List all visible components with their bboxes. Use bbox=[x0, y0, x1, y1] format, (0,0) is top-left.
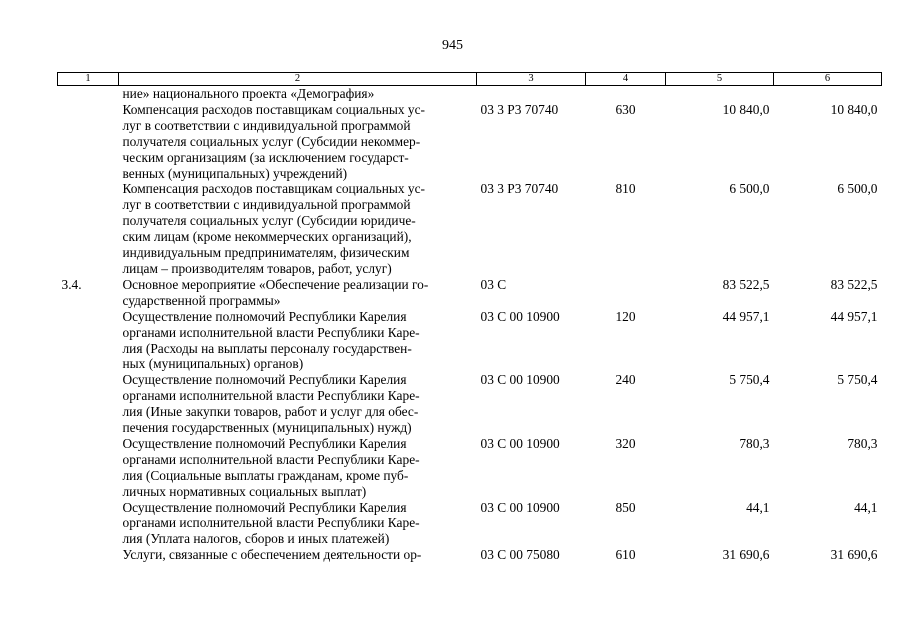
page-number: 945 bbox=[442, 38, 463, 53]
table-row bbox=[58, 309, 882, 373]
table-row bbox=[58, 102, 882, 182]
row-code: 03 3 P3 70740 bbox=[480, 181, 559, 197]
row-amount-col5: 6 500,0 bbox=[729, 181, 770, 197]
row-expense-type: 610 bbox=[615, 547, 636, 563]
table-row bbox=[58, 547, 882, 563]
row-amount-col6: 10 840,0 bbox=[830, 101, 878, 117]
budget-table bbox=[57, 72, 882, 563]
header-col-1: 1 bbox=[58, 73, 119, 86]
row-expense-type: 320 bbox=[615, 435, 636, 451]
row-description: Компенсация расходов поставщикам социальных ус- луг в соответствии с индивидуальной программой получателя социальных услуг (Субсидии юридиче- ским лицам (кроме некоммерческих организаций), индивидуальным предпринимателям, физическим лицам – производителям товаров, работ, услуг) bbox=[122, 181, 426, 276]
row-amount-col6: 83 522,5 bbox=[830, 276, 878, 292]
row-number bbox=[58, 86, 119, 102]
row-number bbox=[58, 309, 119, 373]
row-number: 3.4. bbox=[61, 276, 82, 292]
row-code: 03 С 00 10900 bbox=[480, 308, 560, 324]
row-amount-col6: 6 500,0 bbox=[837, 181, 878, 197]
row-description: Осуществление полномочий Республики Карелия органами исполнительной власти Республики Каре- лия (Иные закупки товаров, работ и услуг для обес- печения государственных (муниципальных) нужд) bbox=[122, 372, 420, 436]
row-expense-type bbox=[586, 86, 666, 102]
table-row bbox=[58, 86, 882, 102]
header-col-5: 5 bbox=[666, 73, 774, 86]
row-code: 03 С 00 75080 bbox=[480, 547, 560, 563]
row-description: ние» национального проекта «Демография» bbox=[122, 86, 375, 101]
header-col-2: 2 bbox=[119, 73, 477, 86]
row-amount-col5 bbox=[666, 86, 774, 102]
row-code: 03 3 P3 70740 bbox=[480, 101, 559, 117]
row-description: Основное мероприятие «Обеспечение реализации го- сударственной программы» bbox=[122, 276, 429, 308]
row-expense-type: 810 bbox=[615, 181, 636, 197]
table-row bbox=[58, 181, 882, 276]
row-number bbox=[58, 181, 119, 276]
row-amount-col6: 31 690,6 bbox=[830, 547, 878, 563]
row-expense-type bbox=[586, 277, 666, 309]
table-row bbox=[58, 500, 882, 548]
row-amount-col5: 5 750,4 bbox=[729, 372, 770, 388]
row-number bbox=[58, 436, 119, 500]
row-description: Осуществление полномочий Республики Карелия органами исполнительной власти Республики Каре- лия (Социальные выплаты гражданам, кроме пуб- личных нормативных социальных выплат) bbox=[122, 435, 420, 499]
row-amount-col5: 83 522,5 bbox=[722, 276, 770, 292]
row-code: 03 С 00 10900 bbox=[480, 499, 560, 515]
header-col-4: 4 bbox=[586, 73, 666, 86]
row-code: 03 С 00 10900 bbox=[480, 435, 560, 451]
row-description: Компенсация расходов поставщикам социальных ус- луг в соответствии с индивидуальной программой получателя социальных услуг (Субсидии некоммер- ческим организациям (за исключением государст- венных (муниципальных) учреждений) bbox=[122, 101, 426, 181]
row-description: Осуществление полномочий Республики Карелия органами исполнительной власти Республики Каре- лия (Расходы на выплаты персоналу государствен- ных (муниципальных) органов) bbox=[122, 308, 420, 372]
row-number bbox=[58, 500, 119, 548]
table-row bbox=[58, 436, 882, 500]
row-expense-type: 240 bbox=[615, 372, 636, 388]
row-number bbox=[58, 547, 119, 563]
row-code bbox=[477, 86, 586, 102]
table-row bbox=[58, 277, 882, 309]
row-amount-col5: 44 957,1 bbox=[722, 308, 770, 324]
row-description: Услуги, связанные с обеспечением деятельности ор- bbox=[122, 547, 422, 563]
row-amount-col6: 780,3 bbox=[847, 435, 878, 451]
table-header-row bbox=[58, 73, 882, 86]
row-amount-col6 bbox=[774, 86, 882, 102]
row-expense-type: 120 bbox=[615, 308, 636, 324]
row-amount-col5: 31 690,6 bbox=[722, 547, 770, 563]
row-amount-col6: 44 957,1 bbox=[830, 308, 878, 324]
row-expense-type: 850 bbox=[615, 499, 636, 515]
row-amount-col5: 10 840,0 bbox=[722, 101, 770, 117]
row-expense-type: 630 bbox=[615, 101, 636, 117]
header-col-3: 3 bbox=[477, 73, 586, 86]
row-number bbox=[58, 372, 119, 436]
row-amount-col6: 44,1 bbox=[854, 499, 878, 515]
row-amount-col5: 44,1 bbox=[746, 499, 770, 515]
row-amount-col6: 5 750,4 bbox=[837, 372, 878, 388]
row-amount-col5: 780,3 bbox=[739, 435, 770, 451]
row-code: 03 С bbox=[480, 276, 507, 292]
row-code: 03 С 00 10900 bbox=[480, 372, 560, 388]
row-number bbox=[58, 102, 119, 182]
table-row bbox=[58, 372, 882, 436]
header-col-6: 6 bbox=[774, 73, 882, 86]
row-description: Осуществление полномочий Республики Карелия органами исполнительной власти Республики Каре- лия (Уплата налогов, сборов и иных платежей) bbox=[122, 499, 420, 547]
